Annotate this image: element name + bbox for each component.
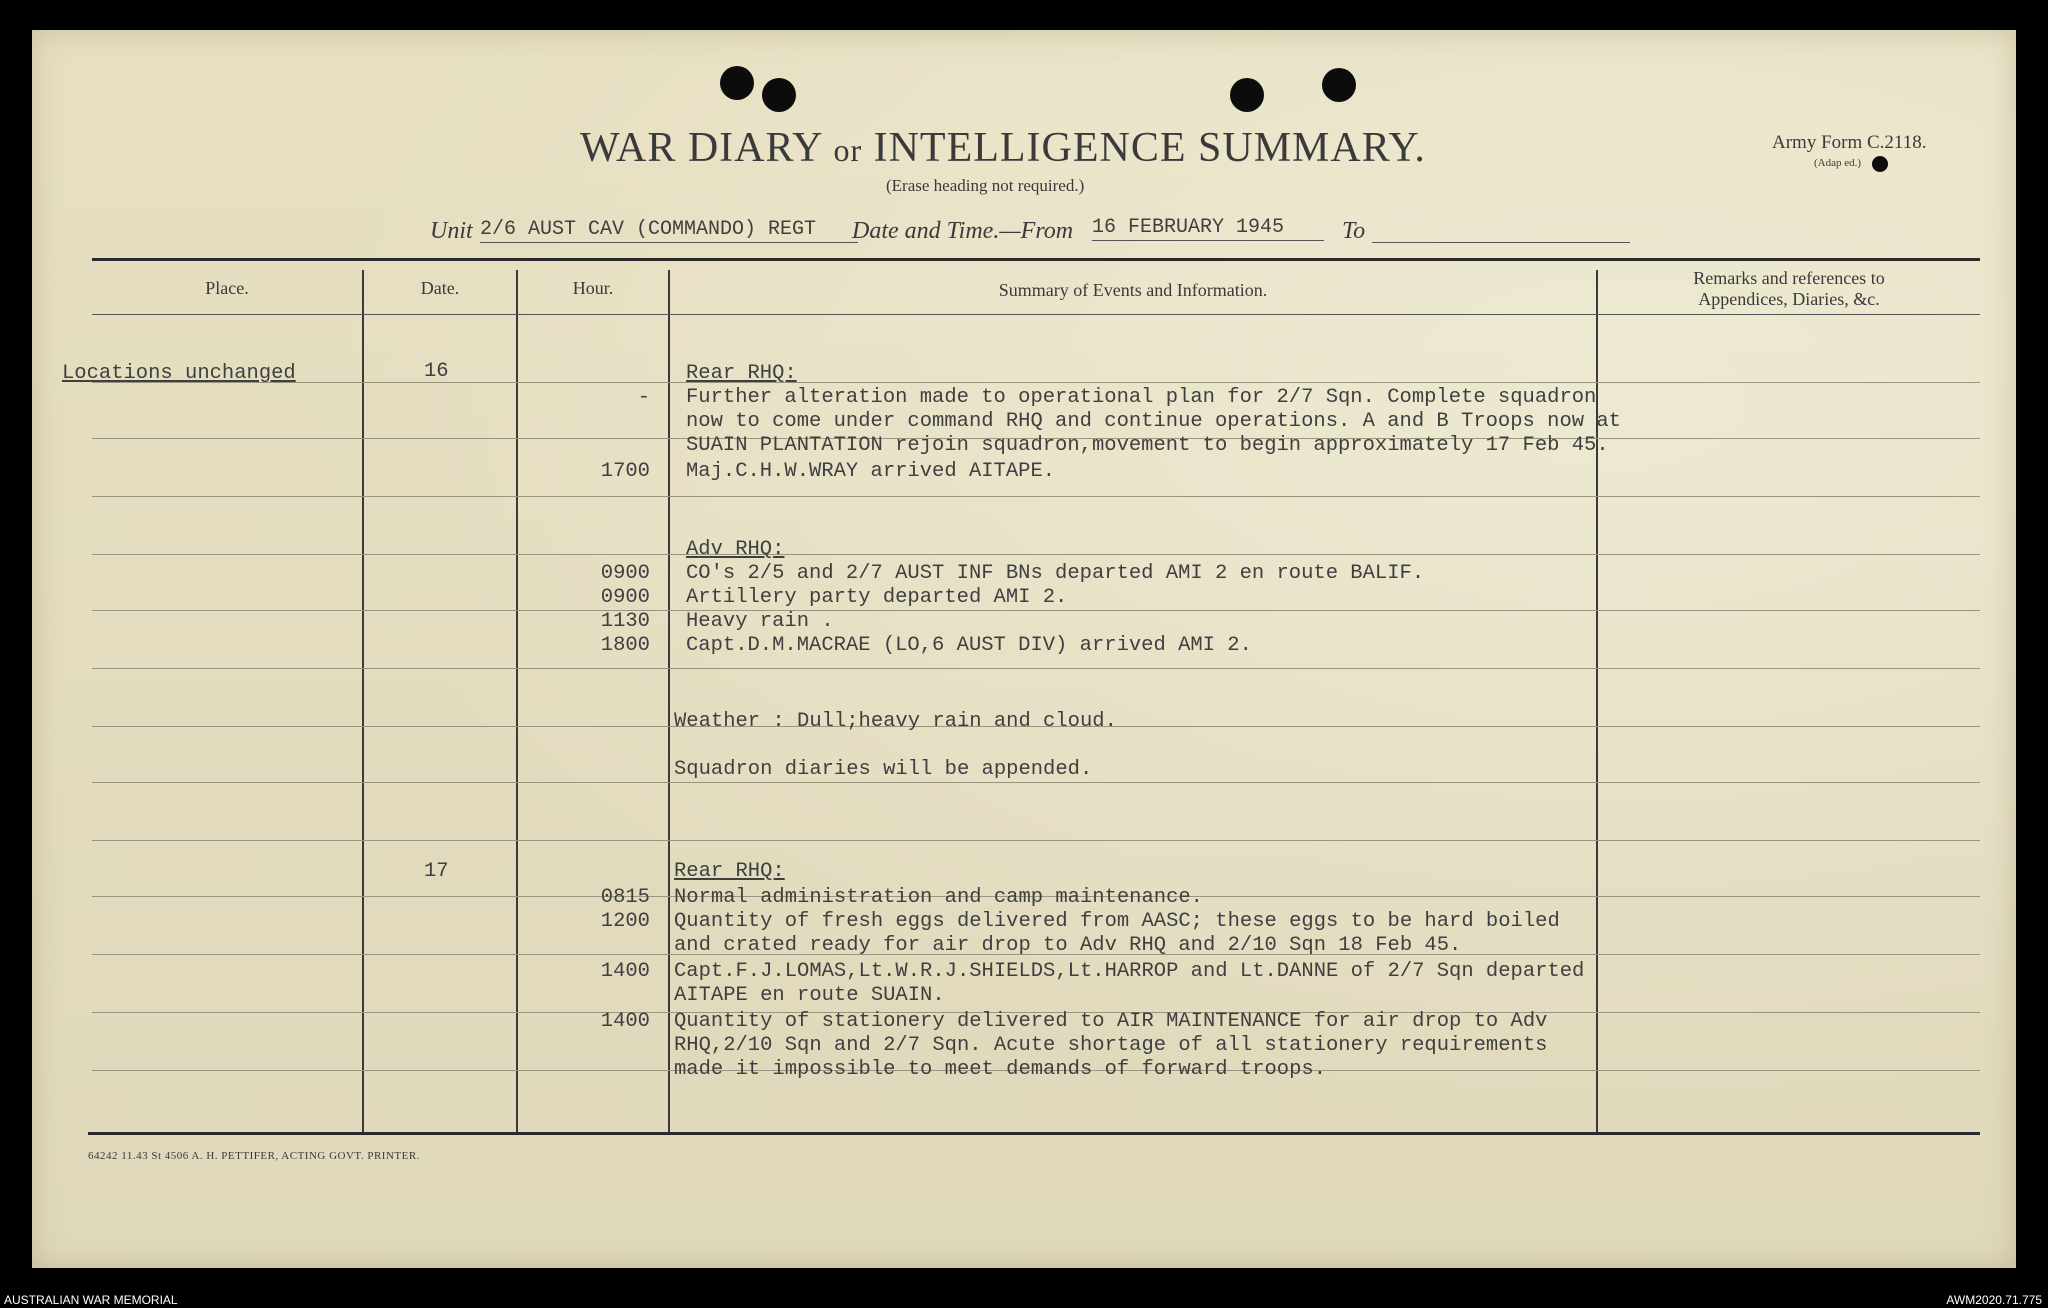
hour-1700: 1700: [600, 460, 650, 483]
table-bottom-rule: [88, 1132, 1980, 1135]
summary-line: Further alteration made to operational plan for 2/7 Sqn. Complete squadron: [686, 386, 1597, 409]
ruled-line: [92, 840, 1980, 841]
printer-imprint: 64242 11.43 St 4506 A. H. PETTIFER, ACTING GOVT. PRINTER.: [88, 1150, 420, 1162]
hour-0900: 0900: [600, 586, 650, 609]
hour-0900: 0900: [600, 562, 650, 585]
from-underline: [1092, 240, 1324, 241]
hour-0815: 0815: [600, 886, 650, 909]
hour-1800: 1800: [600, 634, 650, 657]
title-or: or: [833, 132, 863, 168]
archive-caption-right: AWM2020.71.775: [1946, 1293, 2042, 1307]
army-form-number: Army Form C.2118.: [1772, 132, 1927, 153]
army-form-adapted: (Adap ed.): [1814, 157, 1862, 169]
summary-line: Quantity of fresh eggs delivered from AASC; these eggs to be hard boiled: [674, 910, 1560, 933]
punch-hole: [720, 66, 754, 100]
hour-1130: 1130: [600, 610, 650, 633]
remarks-header-line-2: Appendices, Diaries, &c.: [1698, 289, 1880, 309]
to-label: To: [1342, 218, 1366, 244]
summary-line: RHQ,2/10 Sqn and 2/7 Sqn. Acute shortage of all stationery requirements: [674, 1034, 1548, 1057]
summary-line: Capt.F.J.LOMAS,Lt.W.R.J.SHIELDS,Lt.HARROP and Lt.DANNE of 2/7 Sqn departed: [674, 960, 1585, 983]
ruled-line: [92, 554, 1980, 555]
ruled-line: [92, 610, 1980, 611]
punch-hole: [1322, 68, 1356, 102]
remarks-header-line-1: Remarks and references to: [1693, 268, 1885, 288]
punch-hole: [1230, 78, 1264, 112]
form-title: [580, 124, 1426, 172]
to-underline: [1372, 242, 1630, 243]
unit-label: Unit: [430, 218, 473, 244]
table-top-rule: [92, 258, 1980, 261]
section-heading-rear-rhq: Rear RHQ:: [686, 362, 797, 385]
title-intelligence-summary: INTELLIGENCE SUMMARY.: [873, 125, 1426, 171]
form-subtitle: (Erase heading not required.): [886, 176, 1085, 195]
column-header-hour: Hour.: [572, 278, 614, 298]
punch-hole: [1872, 156, 1888, 172]
ruled-line: [92, 782, 1980, 783]
punch-hole: [762, 78, 796, 112]
summary-line: Artillery party departed AMI 2.: [686, 586, 1068, 609]
title-war-diary: WAR DIARY: [580, 125, 822, 171]
summary-line: Maj.C.H.W.WRAY arrived AITAPE.: [686, 460, 1056, 483]
unit-underline: [480, 242, 858, 243]
archive-caption-left: AUSTRALIAN WAR MEMORIAL: [4, 1293, 178, 1307]
ruled-line: [92, 668, 1980, 669]
date-17: 17: [424, 860, 449, 883]
paper-sheet: [32, 30, 2016, 1268]
hour-1400: 1400: [600, 1010, 650, 1033]
header-rule: [92, 314, 1980, 315]
summary-line: AITAPE en route SUAIN.: [674, 984, 945, 1007]
column-header-date: Date.: [420, 278, 460, 298]
weather-line: Weather : Dull;heavy rain and cloud.: [674, 710, 1117, 733]
ruled-line: [92, 496, 1980, 497]
section-heading-adv-rhq: Adv RHQ:: [686, 538, 785, 561]
hour-1200: 1200: [600, 910, 650, 933]
column-divider: [362, 270, 364, 1132]
summary-line: and crated ready for air drop to Adv RHQ and 2/10 Sqn 18 Feb 45.: [674, 934, 1462, 957]
unit-value: 2/6 AUST CAV (COMMANDO) REGT: [480, 218, 817, 241]
hour-dash: -: [637, 386, 650, 409]
place-note: Locations unchanged: [62, 362, 296, 385]
summary-line: now to come under command RHQ and continue operations. A and B Troops now at: [686, 410, 1621, 433]
summary-line: SUAIN PLANTATION rejoin squadron,movement to begin approximately 17 Feb 45.: [686, 434, 1609, 457]
column-header-remarks: [1598, 268, 1980, 310]
date-time-label: Date and Time.—From: [852, 218, 1074, 244]
hour-1400: 1400: [600, 960, 650, 983]
summary-line: Normal administration and camp maintenance.: [674, 886, 1203, 909]
column-divider: [668, 270, 670, 1132]
column-header-summary: Summary of Events and Information.: [998, 280, 1268, 300]
summary-line: CO's 2/5 and 2/7 AUST INF BNs departed AMI 2 en route BALIF.: [686, 562, 1425, 585]
squadron-diaries-note: Squadron diaries will be appended.: [674, 758, 1093, 781]
from-date-value: 16 FEBRUARY 1945: [1092, 216, 1285, 239]
section-heading-rear-rhq: Rear RHQ:: [674, 860, 785, 883]
summary-line: Quantity of stationery delivered to AIR MAINTENANCE for air drop to Adv: [674, 1010, 1548, 1033]
summary-line: Heavy rain .: [686, 610, 834, 633]
summary-line: Capt.D.M.MACRAE (LO,6 AUST DIV) arrived AMI 2.: [686, 634, 1252, 657]
column-header-place: Place.: [205, 278, 249, 298]
summary-line: made it impossible to meet demands of forward troops.: [674, 1058, 1327, 1081]
ruled-line: [92, 382, 1980, 383]
date-16: 16: [424, 360, 449, 383]
